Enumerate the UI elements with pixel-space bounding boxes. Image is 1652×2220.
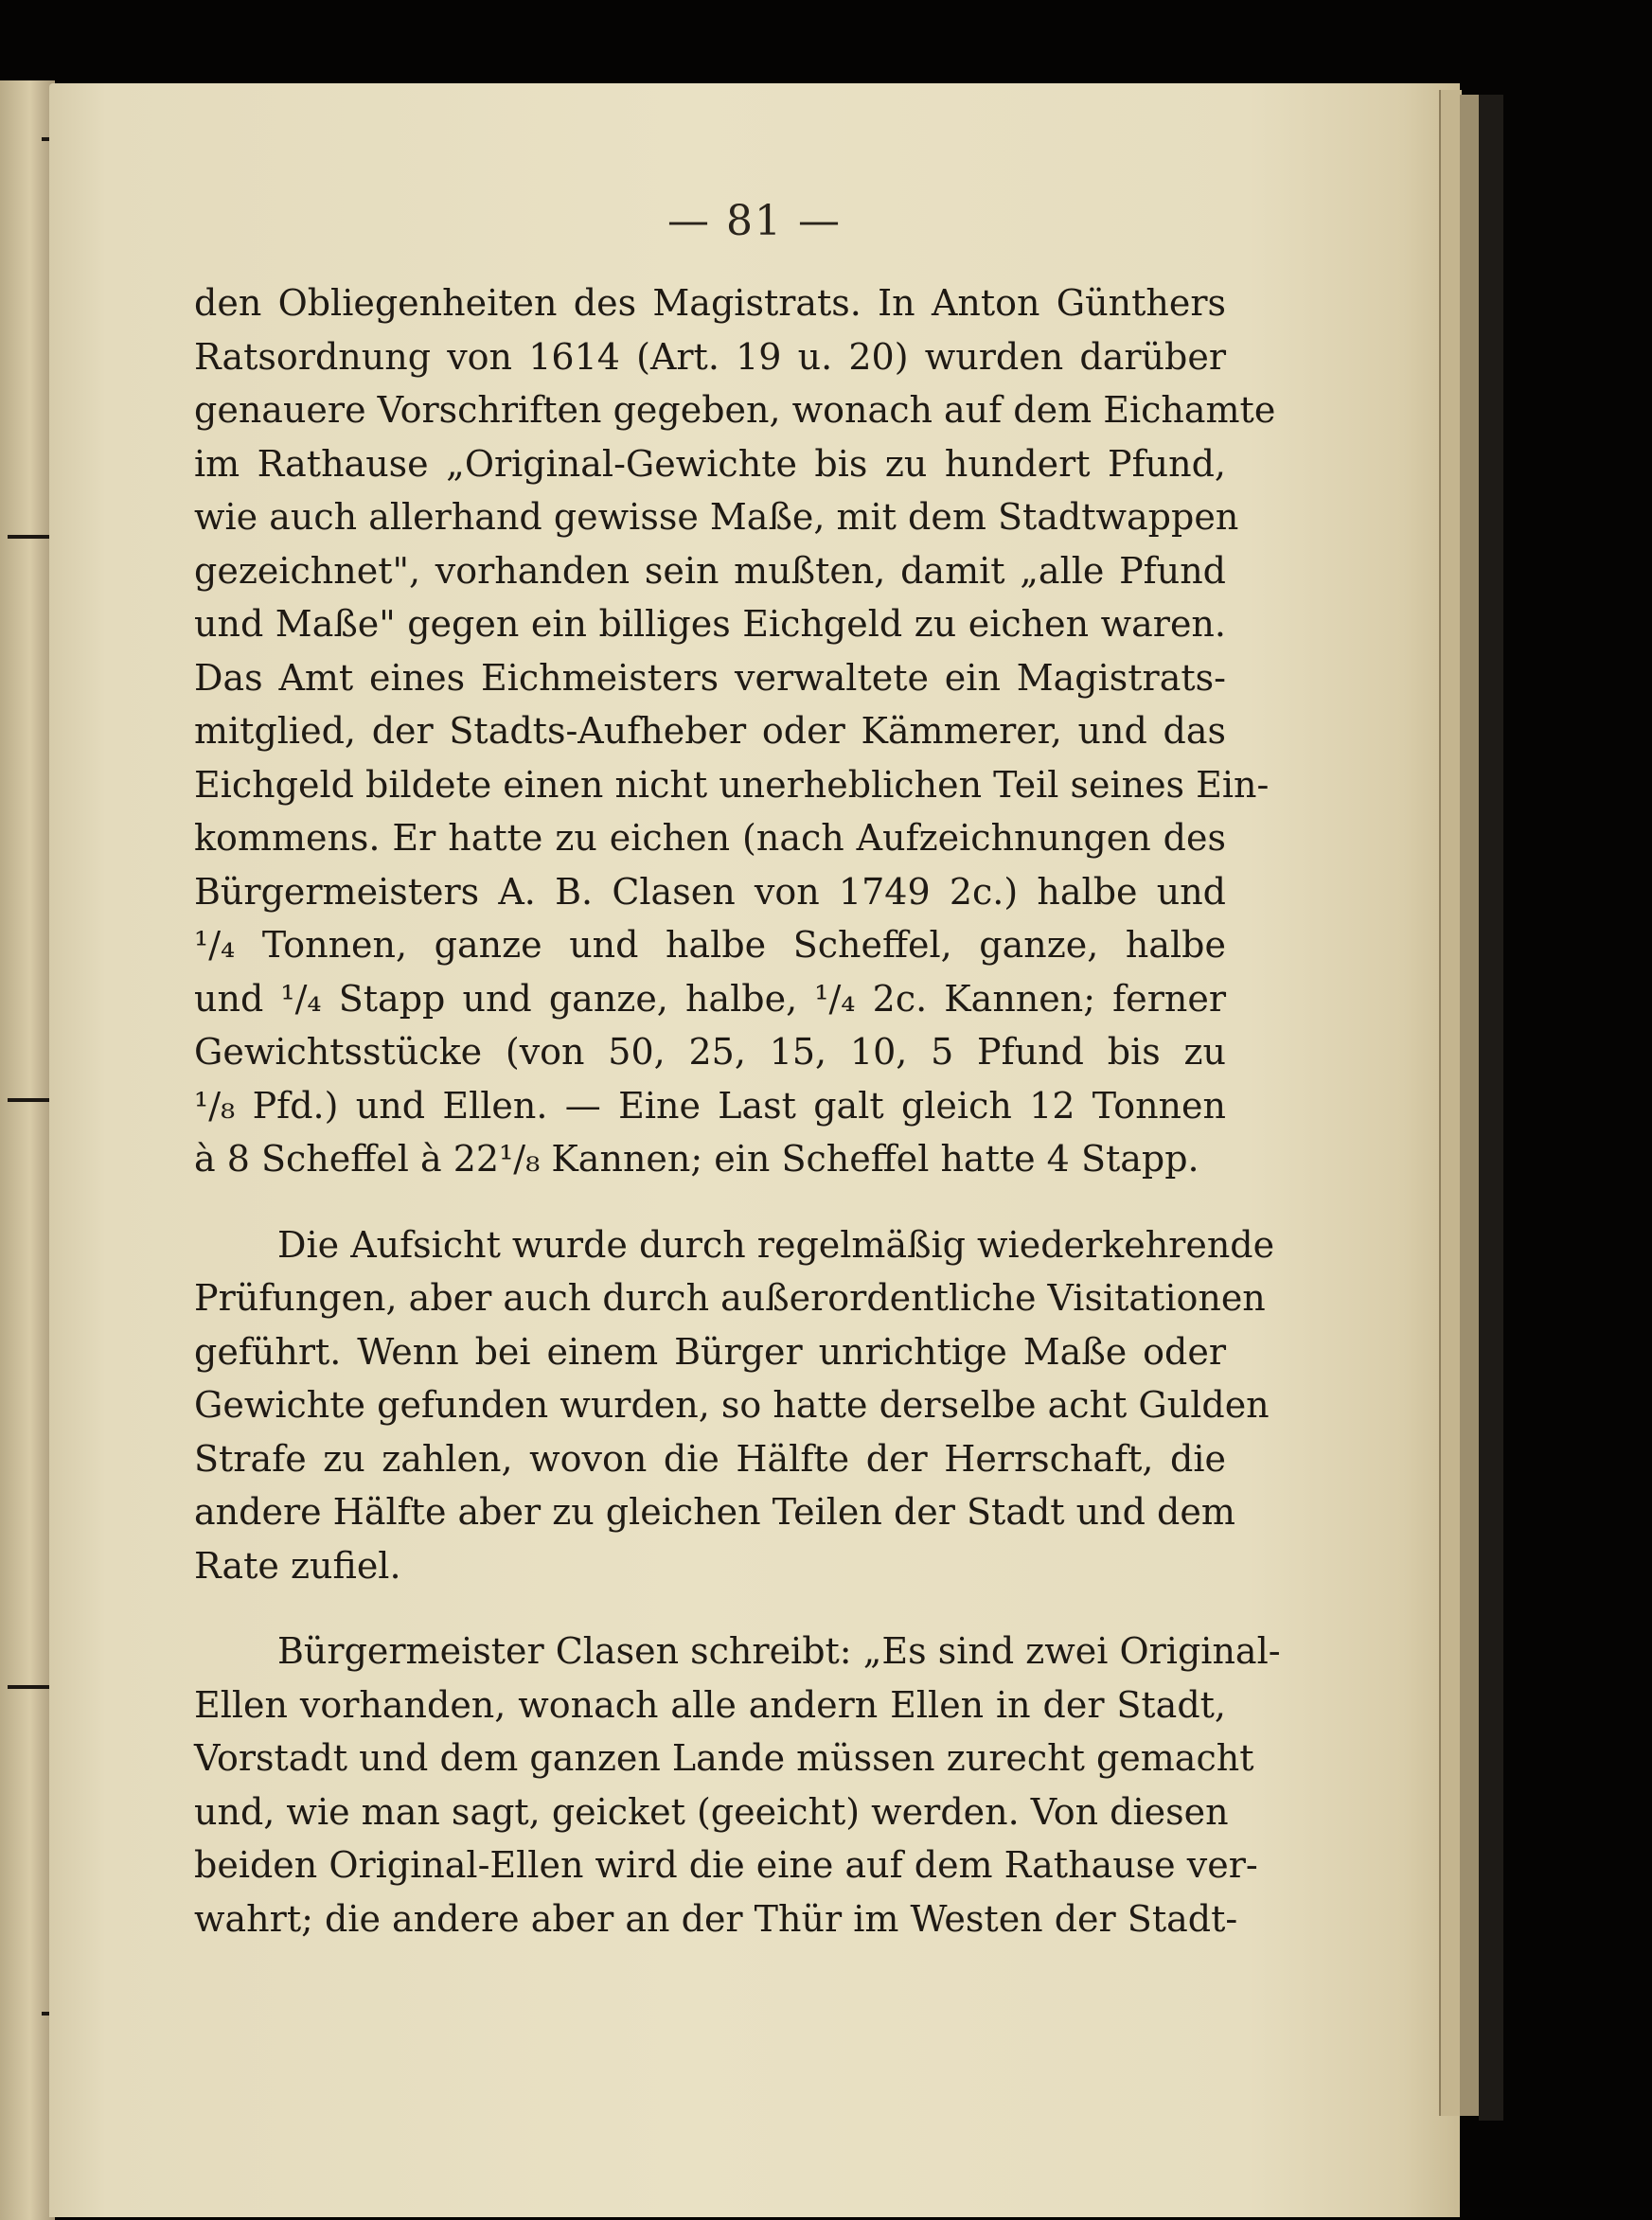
- text-line: Vorstadt und dem ganzen Lande müssen zurecht gemacht: [194, 1737, 1254, 1779]
- paragraph: [194, 276, 1276, 1186]
- page-edges-shadow: [1460, 95, 1479, 2116]
- text-line: und ¹/₄ Stapp und ganze, halbe, ¹/₄ 2c. Kannen; ferner: [194, 977, 1226, 1020]
- binding-thread-mark: [8, 1098, 55, 1102]
- book-gutter: [0, 80, 55, 2220]
- text-line: ¹/₈ Pfd.) und Ellen. — Eine Last galt gleich 12 Tonnen: [194, 1084, 1226, 1127]
- binding-thread-mark: [8, 1685, 55, 1689]
- text-line: Strafe zu zahlen, wovon die Hälfte der Herrschaft, die: [194, 1437, 1226, 1480]
- page-edges: [1439, 90, 1462, 2116]
- text-line: ¹/₄ Tonnen, ganze und halbe Scheffel, ganze, halbe: [194, 924, 1226, 966]
- text-line: wie auch allerhand gewisse Maße, mit dem Stadtwappen: [194, 496, 1239, 538]
- text-line: Gewichtsstücke (von 50, 25, 15, 10, 5 Pfund bis zu: [194, 1031, 1226, 1073]
- book-cover-edge: [1479, 95, 1503, 2121]
- text-line: Bürgermeister Clasen schreibt: „Es sind zwei Original-: [277, 1630, 1281, 1672]
- text-line: Gewichte gefunden wurden, so hatte derselbe acht Gulden: [194, 1384, 1270, 1426]
- page-number: — 81 —: [667, 197, 842, 245]
- text-line: geführt. Wenn bei einem Bürger unrichtige Maße oder: [194, 1330, 1226, 1373]
- text-line: Das Amt eines Eichmeisters verwaltete ein Magistrats-: [194, 656, 1226, 699]
- text-line: Eichgeld bildete einen nicht unerheblichen Teil seines Ein-: [194, 763, 1270, 806]
- text-line: gezeichnet", vorhanden sein mußten, damit „alle Pfund: [194, 549, 1226, 592]
- text-line: mitglied, der Stadts-Aufheber oder Kämmerer, und das: [194, 710, 1226, 752]
- text-line: Ellen vorhanden, wonach alle andern Ellen in der Stadt,: [194, 1683, 1226, 1726]
- text-line: und Maße" gegen ein billiges Eichgeld zu eichen waren.: [194, 603, 1226, 645]
- text-line: Die Aufsicht wurde durch regelmäßig wiederkehrende: [277, 1223, 1275, 1266]
- paragraph: [194, 1218, 1275, 1593]
- text-line: à 8 Scheffel à 22¹/₈ Kannen; ein Scheffel hatte 4 Stapp.: [194, 1138, 1199, 1180]
- text-line: Ratsordnung von 1614 (Art. 19 u. 20) wurden darüber: [194, 335, 1226, 378]
- paragraph: [194, 1625, 1281, 1945]
- text-line: den Obliegenheiten des Magistrats. In Anton Günthers: [194, 282, 1226, 324]
- text-line: im Rathause „Original-Gewichte bis zu hundert Pfund,: [194, 442, 1226, 485]
- text-line: kommens. Er hatte zu eichen (nach Aufzeichnungen des: [194, 817, 1226, 859]
- text-line: beiden Original-Ellen wird die eine auf dem Rathause ver-: [194, 1844, 1258, 1886]
- binding-thread-mark: [8, 535, 55, 539]
- text-line: genauere Vorschriften gegeben, wonach auf dem Eichamte: [194, 389, 1276, 431]
- text-line: Rate zufiel.: [194, 1544, 401, 1587]
- text-line: Bürgermeisters A. B. Clasen von 1749 2c.) halbe und: [194, 870, 1226, 913]
- text-line: wahrt; die andere aber an der Thür im Westen der Stadt-: [194, 1897, 1238, 1940]
- text-line: und, wie man sagt, geicket (geeicht) werden. Von diesen: [194, 1790, 1229, 1833]
- text-line: Prüfungen, aber auch durch außerordentliche Visitationen: [194, 1277, 1266, 1319]
- body-text: [194, 276, 1281, 1945]
- text-line: andere Hälfte aber zu gleichen Teilen der Stadt und dem: [194, 1491, 1235, 1533]
